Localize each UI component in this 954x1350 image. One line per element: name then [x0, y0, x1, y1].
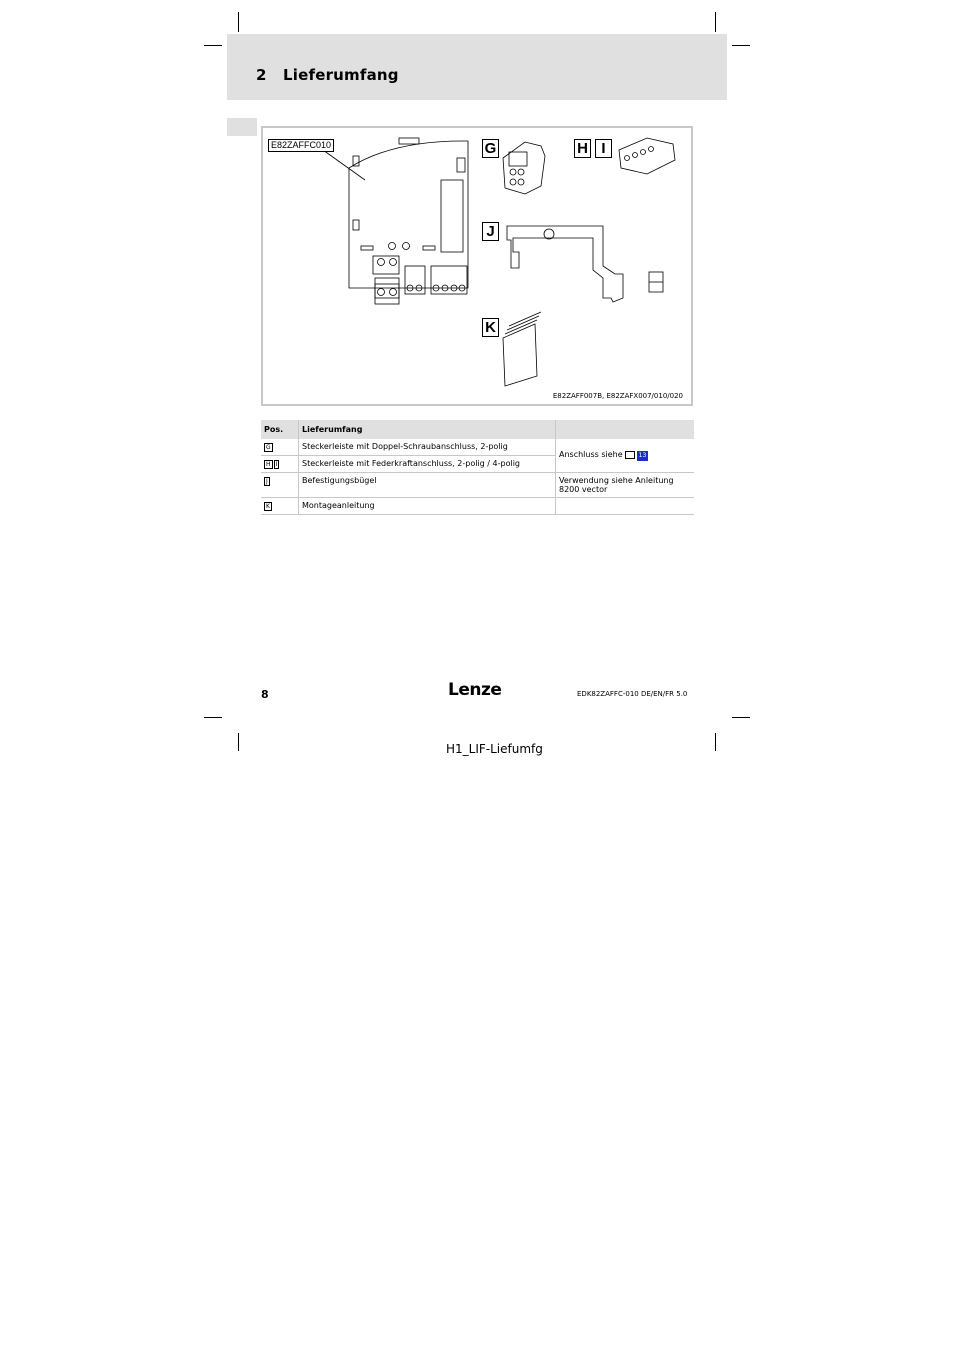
- item-letter-i: I: [595, 139, 612, 158]
- chapter-heading: [256, 66, 399, 84]
- figure-drawing: [263, 128, 695, 408]
- row-item: Befestigungsbügel: [299, 473, 556, 498]
- note-text: Anschluss siehe: [559, 450, 623, 459]
- table-header-row: [261, 420, 694, 439]
- page-link[interactable]: 13: [638, 452, 647, 459]
- delivery-scope-figure: [261, 126, 693, 406]
- crop-mark: [715, 733, 716, 751]
- column-header-note: [556, 420, 695, 439]
- row-note: [556, 498, 695, 515]
- row-item: Steckerleiste mit Federkraftanschluss, 2-polig / 4-polig: [299, 456, 556, 473]
- crop-mark: [715, 12, 716, 32]
- page-number: 8: [261, 688, 269, 701]
- column-header-lieferumfang: Lieferumfang: [299, 420, 556, 439]
- crop-mark: [204, 45, 222, 46]
- crop-mark: [204, 717, 222, 718]
- side-marker: [227, 118, 257, 136]
- row-item: Montageanleitung: [299, 498, 556, 515]
- table-row: [261, 498, 694, 515]
- row-item: Steckerleiste mit Doppel-Schraubanschluss, 2-polig: [299, 439, 556, 456]
- pos-key: G: [266, 444, 271, 451]
- document-info: EDK82ZAFFC-010 DE/EN/FR 5.0: [577, 690, 688, 698]
- chapter-number: 2: [256, 66, 267, 84]
- crop-mark: [732, 45, 750, 46]
- pos-key: J: [266, 478, 268, 485]
- crop-mark: [238, 12, 239, 32]
- module-part-label: E82ZAFFC010: [268, 139, 334, 152]
- figure-code: E82ZAFF007B, E82ZAFX007/010/020: [552, 392, 683, 400]
- column-header-pos: Pos.: [261, 420, 299, 439]
- table-row: [261, 473, 694, 498]
- file-tag: H1_LIF-Liefumfg: [446, 742, 543, 756]
- row-pos: [261, 498, 299, 515]
- item-letter-h: H: [574, 139, 591, 158]
- row-note: Verwendung siehe Anleitung 8200 vector: [556, 473, 695, 498]
- row-pos: [261, 456, 299, 473]
- table-row: [261, 439, 694, 456]
- delivery-scope-table: [261, 420, 694, 515]
- crop-mark: [732, 717, 750, 718]
- pos-key: K: [266, 503, 270, 510]
- row-pos: [261, 473, 299, 498]
- item-letter-j: J: [482, 222, 499, 241]
- row-pos: [261, 439, 299, 456]
- item-letter-g: G: [482, 139, 499, 158]
- pos-key: H: [266, 461, 271, 468]
- crop-mark: [238, 733, 239, 751]
- book-icon: [625, 451, 635, 459]
- lenze-logo: Lenze: [448, 680, 502, 700]
- pos-key: I: [275, 461, 278, 468]
- chapter-title: Lieferumfang: [283, 66, 399, 84]
- row-note-merged: [556, 439, 695, 473]
- item-letter-k: K: [482, 318, 499, 337]
